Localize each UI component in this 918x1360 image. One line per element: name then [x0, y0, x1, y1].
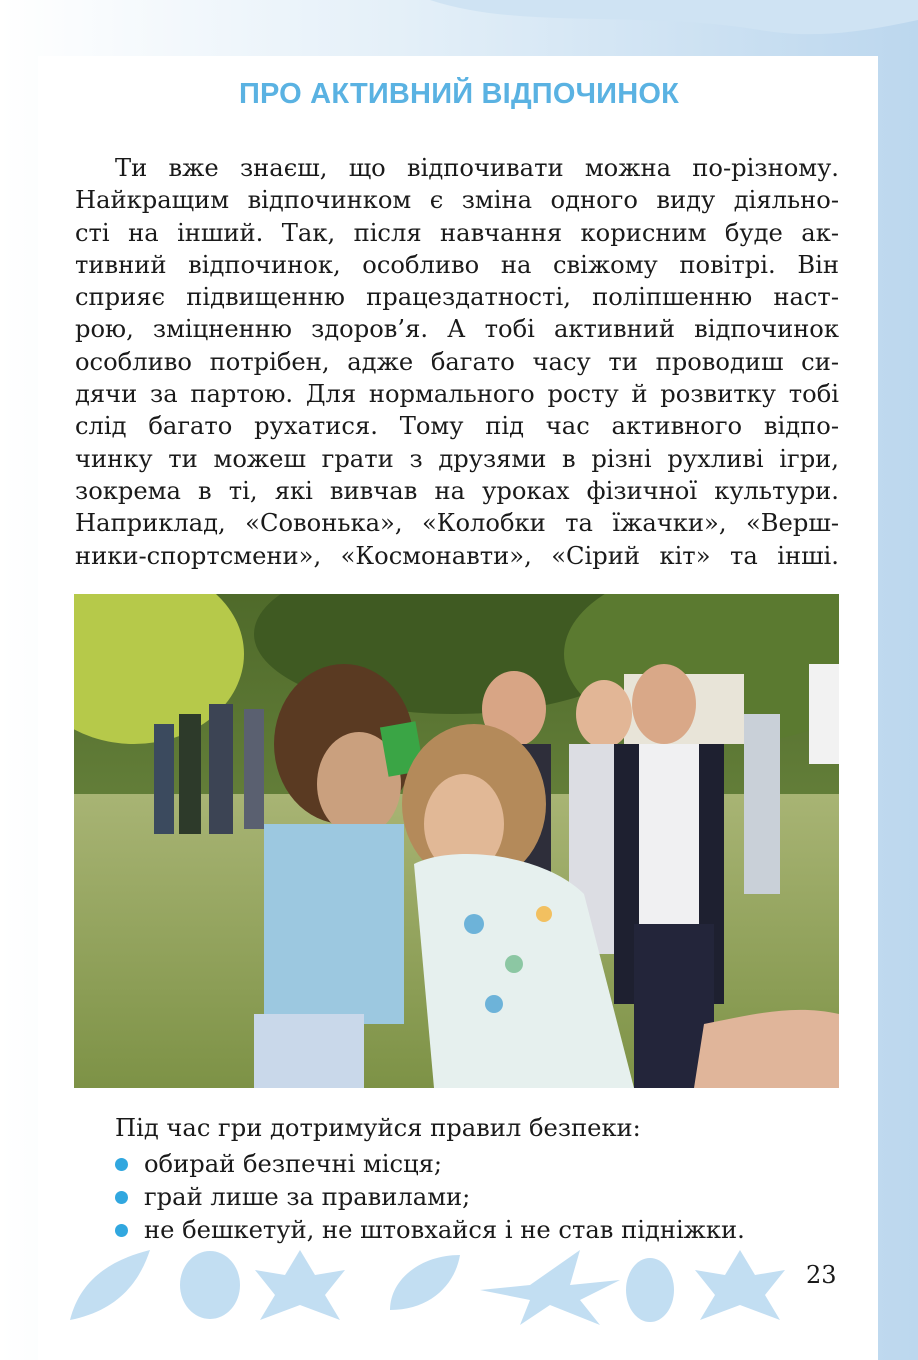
- paragraph-line: особливо потрібен, адже багато часу ти проводиш си-: [75, 347, 839, 376]
- paragraph-line: рою, зміцненню здоров’я. А тобі активний відпочинок: [75, 315, 839, 344]
- chestnut-leaf-icon: [480, 1250, 620, 1325]
- paragraph-line: чинку ти можеш грати з друзями в різні рухливі ігри,: [75, 444, 839, 473]
- list-item: [112, 1181, 745, 1214]
- paragraph-line: слід багато рухатися. Тому під час активного відпо-: [75, 412, 839, 441]
- safety-rules-list: [112, 1148, 745, 1247]
- list-item: [112, 1148, 745, 1181]
- children-playing-photo: [74, 594, 839, 1088]
- leaf-icon: [70, 1250, 150, 1320]
- paragraph-line: Ти вже знаєш, що відпочивати можна по-різному.: [115, 154, 839, 182]
- paragraph-line: ники-спортсмени», «Космонавти», «Сірий кіт» та інші.: [75, 541, 839, 570]
- page-title: ПРО АКТИВНИЙ ВІДПОЧИНОК: [238, 78, 680, 110]
- rule-text: обирай безпечні місця;: [144, 1150, 443, 1178]
- paragraph-line: сті на інший. Так, після навчання корисним буде ак-: [75, 218, 839, 247]
- paragraph-line: тивний відпочинок, особливо на свіжому повітрі. Він: [75, 250, 839, 279]
- bullet-icon: [115, 1224, 128, 1237]
- bullet-icon: [115, 1191, 128, 1204]
- decorative-leaves: [60, 1240, 820, 1330]
- main-paragraph: [75, 152, 839, 572]
- bullet-icon: [115, 1158, 128, 1171]
- paragraph-line: дячи за партою. Для нормального росту й розвитку тобі: [75, 380, 839, 409]
- page-number: 23: [806, 1261, 837, 1289]
- paragraph-line: сприяє підвищенню працездатності, поліпшенню наст-: [75, 283, 839, 312]
- leaf-icon: [390, 1255, 460, 1310]
- leaf-icon: [626, 1258, 674, 1322]
- paragraph-line: Наприклад, «Совонька», «Колобки та їжачки», «Верш-: [75, 509, 839, 538]
- rule-text: грай лише за правилами;: [144, 1183, 471, 1211]
- maple-leaf-icon: [255, 1250, 345, 1320]
- maple-leaf-icon: [695, 1250, 785, 1320]
- leaf-icon: [180, 1251, 240, 1319]
- paragraph-line: Найкращим відпочинком є зміна одного виду діяльно-: [75, 186, 839, 215]
- rule-text: не бешкетуй, не штовхайся і не став підніжки.: [144, 1216, 745, 1244]
- paragraph-line: зокрема в ті, які вивчав на уроках фізичної культури.: [75, 476, 839, 505]
- safety-intro: Під час гри дотримуйся правил безпеки:: [115, 1114, 641, 1142]
